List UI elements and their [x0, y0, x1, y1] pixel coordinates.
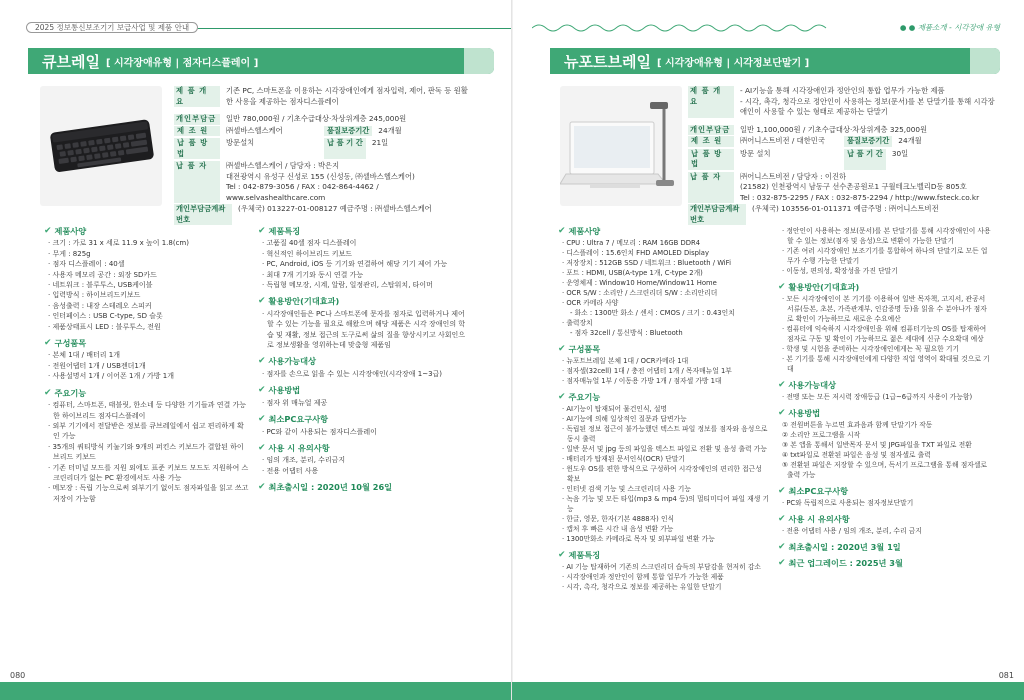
- spec-heading: ✔ 제품사양: [558, 226, 601, 236]
- release-heading: ✔ 최초출시일 : 2020년 3월 1일: [778, 542, 901, 552]
- right-col1: ✔ 제품사양 · CPU : Ultra 7 / 메모리 : RAM 16GB DDR4 · 디스플레이 : 15.6인치 FHD AMOLED Display · 저장장치 : 512GB SSD / 네트워크 : Bluetooth / WiFi · 포트 : HDMI, USB(A-type 1개, C-type 2개) · 운영체제 : Window10 Home/Window11 Home · OCR S/W : 소리안 / 스크린리더 S/W : 소리안리더 · OCR 카메라 사양 - 화소 : 1300만 화소 / 센서 : CMOS / 크기 : 0.43인치 · 출력장치 - 점자 32cell / 통신방식 : Bluetooth ✔ 구성품목 · 뉴포트브레일 본체 1대 / OCR카메라 1대 · 점자셀(32cell) 1대 / 충전 어댑터 1개 / 목자매뉴얼 1부 · 점자매뉴얼 1부 / 이동용 가방 1개 / 점자셀 가방 1대 ✔ 주요기능 · AI기능이 탑재되어 물건인식, 설명 · AI기능에 의해 일상적인 질문과 답변가능 · 독립된 정보 접근이 불가능했던 텍스트 파일 정보를 점자와 음성으로 동시 출력 · 일반 문서 및 jpg 등의 파일을 텍스트 파일로 전환 및 음성 출력 가능 · 배터리가 탑재된 문서인식(OCR) 단말기 · 윈도우 OS를 편한 방식으로 구성하여 시각장애인의 편리한 접근성 확보 · 인터넷 검색 기능 및 스크린리더 사용 기능 · 녹음 기능 및 모든 타입(mp3 & mp4 등)의 멀티미디어 파일 재생 기능 · 한글, 영문, 한자(기본 4888자) 인식 · 캡처 후 빠른 시간 내 음성 변환 가능 · 1300만화소 카메라로 목자 및 외부파일 변환 가능 ✔ 제품특징 · AI 기능 탑재하여 기존의 스크린리더 습득의 부담감을 현저히 감소 · 시각장애인과 정안인이 함께 통합 업무가 가능한 제품 · 시각, 촉각, 청각으로 정보를 제공하는 유일한 단말기: [558, 226, 770, 591]
- caution-heading: ✔ 사용 시 유의사항: [258, 442, 330, 453]
- check-icon: ✔: [778, 558, 786, 568]
- bullet-icon: ● ●: [899, 23, 918, 32]
- check-icon: ✔: [258, 482, 266, 493]
- product-subtitle: [ 시각장애유형 | 시각정보단말기 ]: [656, 57, 810, 69]
- release-heading: ✔ 최초출시일 : 2020년 10월 26일: [258, 482, 393, 493]
- check-icon: ✔: [778, 486, 786, 496]
- update-heading: ✔ 최근 업그레이드 : 2025년 3월: [778, 558, 903, 568]
- check-icon: ✔: [258, 442, 266, 453]
- check-icon: ✔: [778, 282, 786, 292]
- wave-decoration: [532, 22, 832, 34]
- footer-bar: [0, 682, 512, 700]
- title-bar-tab: [464, 48, 494, 74]
- pc-req-heading: ✔ 최소PC요구사항: [778, 486, 849, 496]
- keyboard-icon: [40, 86, 162, 206]
- target-heading: ✔ 사용가능대상: [258, 356, 317, 367]
- usage-heading: ✔ 활용방안(기대효과): [258, 296, 340, 307]
- left-info-table: 제 품 개 요 기존 PC, 스마트폰을 이용하는 시각장애인에게 점자입력, 제어, 판독 등 원활한 사용을 제공하는 점자디스플레이 개인부담금 일반 780,000원 / 기초수급대상·차상위계층 245,000원 제 조 원 ㈜셀바스헬스케어 품질보증기간 24개월 납 품 방 법 방문설치 납 품 기 간 21일 납 품 자 ㈜셀바스헬스케어 / 담당자 : 박은지 대전광역시 유성구 신성로 155 (신성동, ㈜셀바스헬스케어) Tel : 042-879-3056 / FAX : 042-864-4462 / www.selvashealthcare.com 개인부담금계좌번호 (우체국) 013227-01-008127 예금주명 : ㈜셀바스헬스케어: [176, 86, 468, 224]
- device-image: [560, 86, 682, 206]
- footer-bar: [512, 682, 1024, 700]
- components-heading: ✔ 구성품목: [558, 344, 601, 354]
- functions-heading: ✔ 주요기능: [558, 392, 601, 402]
- target-heading: ✔ 사용가능대상: [778, 380, 837, 390]
- check-icon: ✔: [558, 392, 566, 402]
- right-page: [512, 0, 1024, 700]
- check-icon: ✔: [558, 344, 566, 354]
- check-icon: ✔: [258, 226, 266, 236]
- right-title-bar: [550, 48, 1000, 74]
- check-icon: ✔: [258, 356, 266, 367]
- check-icon: ✔: [44, 387, 52, 398]
- header-line: [160, 28, 512, 29]
- right-info-table: 제 품 개 요 - AI기능을 통해 시각장애인과 정안인의 통합 업무가 가능한 제품 - 시각, 촉각, 청각으로 정안인이 사용하는 정보(문서)를 본 단말기를 통해 시각장애인이 사용할 수 있는 형태로 제공하는 단말기 개인부담금 일반 1,100,000원 / 기초수급대상·차상위계층 325,000원 제 조 원 ㈜어니스트비전 / 대한민국 품질보증기간 24개월 납 품 방 법 방문 설치 납 품 기 간 30일 납 품 자 ㈜어니스트비전 / 담당자 : 이진하 (21582) 인천광역시 남동구 선수촌공원로1 구월테크노벨리D동 805호 Tel : 032-875-2295 / FAX : 032-875-2294 / http://www.fsteck.co.kr 개인부담금계좌번호 (우체국) 103556-01-011371 예금주명 : ㈜어니스트비전: [690, 86, 995, 224]
- page-number: 080: [10, 671, 26, 680]
- check-icon: ✔: [558, 550, 566, 560]
- left-title-bar: [28, 48, 494, 74]
- check-icon: ✔: [258, 296, 266, 307]
- check-icon: ✔: [558, 226, 566, 236]
- functions-heading: ✔ 주요기능: [44, 387, 87, 398]
- method-heading: ✔ 사용방법: [778, 408, 821, 418]
- check-icon: ✔: [778, 542, 786, 552]
- check-icon: ✔: [258, 414, 266, 425]
- right-col2: · 정안인이 사용하는 정보(문서)를 본 단말기를 통해 시각장애인이 사용할 수 있는 정보(점자 및 음성)으로 변환이 가능한 단말기 · 기존 여러 시각장애인 보조기기를 통합하여 하나의 단말기로 모든 업무가 수행 가능한 단말기 · 이동성, 편의성, 확장성을 가진 단말기 ✔ 활용방안(기대효과) · 모든 시각장애인이 본 기기를 이용하여 일반 목자책, 고지서, 관공서 서류(등본, 초본, 가족관계부, 인감증명 등)을 읽을 수 분야나가 점자로 확인이 가능하므로 새로운 수요예산 · 컴퓨터에 익숙하지 시각장애인을 위해 컴퓨터기능의 OS를 탑재하여 점자로 구동 및 확인이 가능하므로 젊은 세대에 신규 수요확대 예상 · 학생 및 시험을 준비하는 시각장애인에게는 꼭 필요한 기기 · 본 기기를 통해 시각장애인에게 다양한 직업 영역이 확대될 것으로 기대 ✔ 사용가능대상 · 전맹 또는 모든 저시력 장애등급 (1급~6급까지 사용이 가능함) ✔ 사용방법 ① 전원버튼을 누르면 효과음과 함께 단말기가 작동 ② 소리안 프로그램을 시작 ③ 본 앱을 통해서 일반목자 문서 및 JPG파일을 TXT 파일로 전환 ④ txt파일로 전환된 파일은 음성 및 점자셀로 출력 ⑤ 전환된 파일은 저장할 수 있으며, 독서기 프로그램을 통해 점자셀로 출력 가능 ✔ 최소PC요구사항 · PC와 독립적으로 사용되는 점자정보단말기 ✔ 사용 시 유의사항 · 전용 어댑터 사용 / 임의 개조, 분리, 수리 금지 ✔ 최초출시일 : 2020년 3월 1일 ✔ 최근 업그레이드 : 2025년 3월: [778, 227, 991, 568]
- check-icon: ✔: [778, 408, 786, 418]
- caution-heading: ✔ 사용 시 유의사항: [778, 514, 850, 524]
- product-title: 뉴포트브레일: [564, 52, 651, 71]
- spec-heading: ✔ 제품사양: [44, 226, 87, 236]
- features-heading: ✔ 제품특징: [258, 226, 301, 236]
- check-icon: ✔: [778, 380, 786, 390]
- laptop-camera-icon: [560, 86, 682, 206]
- features-heading: ✔ 제품특징: [558, 550, 601, 560]
- check-icon: ✔: [44, 226, 52, 236]
- components-heading: ✔ 구성품목: [44, 338, 87, 349]
- left-col2: ✔ 제품특징 · 고품질 40셀 점자 디스플레이 · 혁신적인 하이브리드 키보드 · PC, Android, iOS 등 기기와 연결하여 해당 기기 제어 가능 · 최대 7개 기기와 동시 연결 가능 · 독립형 메모장, 시계, 알람, 일정관리, 스탑워치, 타이머 ✔ 활용방안(기대효과) · 시각장애인들은 PC나 스마트폰에 문자를 점자로 입력하거나 제어할 수 있는 기능을 필요로 해왔으며 해당 제품은 시각 장애인의 학습 및 재활, 정보 접근의 도구로써 삶의 질을 향상시키고 사회인으로 정보생활을 영위하는데 맞춤형 제품임 ✔ 사용가능대상 · 점자를 손으로 읽을 수 있는 시각장애인(시각장애 1~3급) ✔ 사용방법 · 점자 위 매뉴얼 제공 ✔ 최소PC요구사항 · PC와 같이 사용되는 점자디스플레이 ✔ 사용 시 유의사항 · 임의 개조, 분리, 수리금지 · 전용 어댑터 사용 ✔ 최초출시일 : 2020년 10월 26일: [258, 226, 470, 495]
- product-subtitle: [ 시각장애유형 | 점자디스플레이 ]: [105, 57, 259, 69]
- product-title: 큐브레일: [42, 52, 100, 71]
- pc-req-heading: ✔ 최소PC요구사항: [258, 414, 329, 425]
- check-icon: ✔: [258, 385, 266, 396]
- check-icon: ✔: [778, 514, 786, 524]
- page-number: 081: [998, 671, 1014, 680]
- left-header: 2025 정보통신보조기기 보급사업 및 제품 안내: [26, 20, 198, 36]
- right-header: ● ● 제품소개 - 시각장애 유형: [899, 23, 1000, 32]
- usage-heading: ✔ 활용방안(기대효과): [778, 282, 860, 292]
- title-bar-tab: [970, 48, 1000, 74]
- method-heading: ✔ 사용방법: [258, 385, 301, 396]
- left-col1: ✔ 제품사양 · 크기 : 가로 31 x 세로 11.9 x 높이 1.8(cm) · 무게 : 825g · 점자 디스플레이 : 40셀 · 사용자 메모리 공간 : 외장 SD카드 · 네트워크 : 블루투스, USB케이블 · 입력방식 : 하이브리드키보드 · 음성출력 : 내장 스테레오 스피커 · 인터페이스 : USB C-type, SD 슬롯 · 제품상태표시 LED : 블루투스, 전원 ✔ 구성품목 · 본체 1대 / 배터리 1개 · 전원어댑터 1개 / USB젠더1개 · 사용설명서 1개 / 이어폰 1개 / 가방 1개 ✔ 주요기능 · 컴퓨터, 스마트폰, 태블릿, 한소네 등 다양한 기기들과 연결 가능한 하이브리드 점자디스플레이 · 외부 기기에서 전달받은 정보를 큐브레일에서 쉽고 편리하게 확인 가능 · 35개의 쿼티방식 키눌기와 9개의 퍼킨스 키보드가 결합된 하이브리드 키보드 · 기존 터미널 모드를 지원 외에도 표준 키보드 모드도 지원하여 스크린리더가 없는 PC 환경에서도 사용 가능 · 메모장 : 독립 기능으로써 외부기기 없이도 점자파일을 읽고 쓰고 저장이 가능함: [44, 226, 249, 503]
- check-icon: ✔: [44, 338, 52, 349]
- keyboard-image: [40, 86, 162, 206]
